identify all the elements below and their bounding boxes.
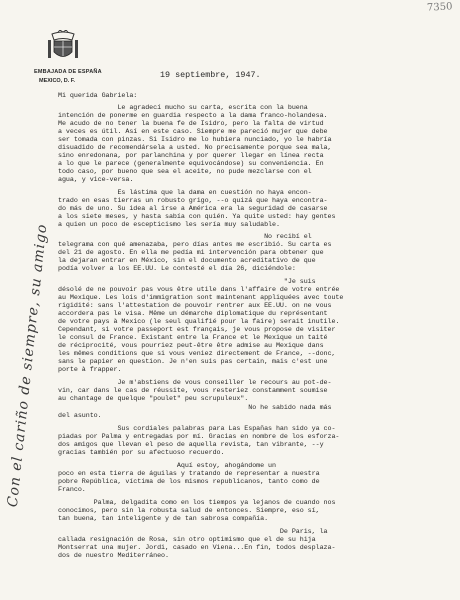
body-line: do más de uno. Su idea al irse a América era la seguridad de casarse [58,205,328,213]
body-line: No recibí el [58,233,312,241]
body-line: sino enredonana, por parlanchina y por querer llegar en línea recta [58,152,324,160]
body-line: a los siete meses, y hasta sabía con quién. Ya quite usted: hay gentes [58,213,336,221]
quoted-line: "Je suis [58,278,316,286]
body-line: podía volver a los EE.UU. Le contesté el día 26, diciéndole: [58,265,296,273]
quoted-line: au chantage de quelque "poulet" peu scrupuleux". [58,395,249,403]
body-line: De Paris, la [58,528,328,536]
body-line: Franco. [58,486,86,494]
letter-date: 19 septiembre, 1947. [160,70,261,80]
body-line: telegrama con qué amenazaba, pero días antes me escribió. Su carta es [58,241,332,249]
quoted-line: les mêmes conditions que si vous veniez directement de France, --donc, [58,350,336,358]
coat-of-arms-icon [46,30,80,62]
quoted-line: de réciprocité, vous pourriez peut-être être admise au Mexique dans [58,342,324,350]
body-line: piadas por Palma y entregadas por mí. Gracias en nombre de los esforza- [58,433,340,441]
salutation: Mi querida Gabriela: [58,92,138,100]
body-line: a veces es útil. Así en este caso. Siempre me pareció mujer que debe [58,128,328,136]
body-line: ser tomada con pinzas. Si Isidro me lo hubiera nunciado, yo le habría [58,136,332,144]
body-line: gracias también por su afectuoso recuerdo. [58,449,225,457]
body-line: disuadido de recomendársela a usted. No precisamente porque sea mala, [58,144,332,152]
body-line: agua, y vice-versa. [58,176,134,184]
body-line: poco en esta tierra de águilas y tratando de representar a nuestra [58,470,320,478]
body-line: Palma, delgadita como en los tiempos ya lejanos de cuando nos [58,499,336,507]
quoted-line: porte à frapper. [58,366,122,374]
quoted-line: accordera pas le visa. Même un démarche diplomatique du représentant [58,310,328,318]
body-line: Aquí estoy, ahogándome un [58,462,276,470]
body-line: tan buena, tan inteligente y de tan sabrosa compañía. [58,515,269,523]
quoted-line: vin, car dans le cas de réussite, vous resteriez constamment soumise [58,387,328,395]
quoted-line: Je m'abstiens de vous conseiller le recours au pot-de- [58,379,332,387]
body-line: Le agradecí mucho su carta, escrita con la buena [58,104,308,112]
body-line: Sus cordiales palabras para Las Españas han sido ya co- [58,425,336,433]
letterhead-city: MEXICO, D. F. [39,78,76,84]
body-line: Me acudo de no tener la buena fe de Isidro, pero la falta de virtud [58,120,324,128]
body-line: a lo que le parece (generalmente equivocándose) su conveniencia. En [58,160,324,168]
body-line: dos amigos que llevan el peso de aquella revista, tan vibrante, --y [58,441,324,449]
letterhead [34,30,104,84]
body-line: Montserrat una mujer. Jordi, casado en Viena...En fin, todos desplaza- [58,544,336,552]
quoted-line: Cependant, si votre passeport est français, je vous propose de visiter [58,326,336,334]
body-line: del asunto. [58,412,102,420]
body-line: a quien un poco de escepticismo les sería muy saludable. [58,221,280,229]
quoted-line: sans le papier en question. Je n'en suis pas certain, mais c'est une [58,358,328,366]
handwritten-margin-note: Con el cariño de siempre, su amigo [4,222,51,508]
body-line: trado en esas tierras un robusto grigo, --o quizá que haya encontra- [58,197,328,205]
quoted-line: de votre pays à Mexico (le seul qualifié pour la faire) serait inutile. [58,318,340,326]
body-line: del 21 de agosto. En ella me pedía mi intervención para obtener que [58,249,324,257]
quoted-line: au Mexique. Les lois d'immigration sont maintenant appliquées avec toute [58,294,344,302]
body-line: conocimos, pero sin la robusta salud de entonces. Siempre, eso sí, [58,507,320,515]
letterhead-name: EMBAJADA DE ESPAÑA [34,69,102,75]
archive-page-number: 7350 [426,1,453,14]
body-line: No he sabido nada más [58,404,332,412]
body-line: intención de ponerme en guardia respecto a la dama franco-holandesa. [58,112,328,120]
body-line: pobre República, víctima de los mismos republicanos, tanto como de [58,478,320,486]
quoted-line: le consul de France. Existant entre la France et le Mexique un taité [58,334,328,342]
body-line: todo caso, por bueno que sea el aceite, no pude mezclarse con el [58,168,312,176]
body-line: callada resignación de Rosa, sin otro optimismo que el de su hija [58,536,316,544]
quoted-line: rigidité: sans l'attestation de pouvoir rentrer aux EE.UU. on ne vous [58,302,332,310]
quoted-line: désolé de ne pouvoir pas vous être utile dans l'affaire de votre entrée [58,286,340,294]
body-line: Es lástima que la dama en cuestión no haya encon- [58,189,312,197]
body-line: dos de nuestro Mediterráneo. [58,552,169,560]
body-line: la dejaran entrar en México, sin el documento acreditativo de que [58,257,316,265]
